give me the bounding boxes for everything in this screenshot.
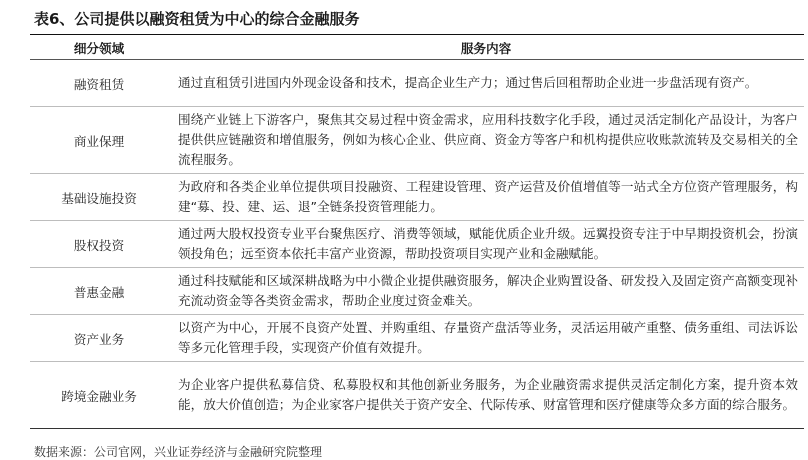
table-title: 表6、公司提供以融资租赁为中心的综合金融服务 (34, 10, 360, 28)
row-content: 为企业客户提供私募信贷、私募股权和其他创新业务服务，为企业融资需求提供灵活定制化方案，提升资本效能，放大价值创造；为企业家客户提供关于资产安全、代际传承、财富管理和医疗健康等众多方面的综合服务。 (168, 362, 804, 429)
table-row (30, 60, 804, 107)
top-rule (30, 34, 804, 35)
header-category: 细分领域 (30, 36, 168, 60)
row-content: 围绕产业链上下游客户，聚焦其交易过程中资金需求，应用科技数字化手段，通过灵活定制化产品设计，为客户提供供应链融资和增值服务，例如为核心企业、供应商、资金方等客户和机构提供应收账款流转及交易相关的全流程服务。 (168, 107, 804, 174)
row-content: 通过科技赋能和区域深耕战略为中小微企业提供融资服务，解决企业购置设备、研发投入及固定资产高额变现补充流动资金等各类资金需求，帮助企业度过资金难关。 (168, 268, 804, 315)
table-row (30, 221, 804, 268)
row-category: 普惠金融 (30, 268, 168, 315)
row-category: 商业保理 (30, 107, 168, 174)
services-table (30, 36, 804, 429)
row-category: 股权投资 (30, 221, 168, 268)
row-content: 通过直租赁引进国内外现金设备和技术，提高企业生产力；通过售后回租帮助企业进一步盘活现有资产。 (168, 60, 804, 107)
row-category: 资产业务 (30, 315, 168, 362)
table-row (30, 174, 804, 221)
source-note: 数据来源：公司官网，兴业证券经济与金融研究院整理 (34, 445, 323, 459)
row-category: 跨境金融业务 (30, 362, 168, 429)
header-content: 服务内容 (168, 36, 804, 60)
row-content: 以资产为中心，开展不良资产处置、并购重组、存量资产盘活等业务，灵活运用破产重整、债务重组、司法诉讼等多元化管理手段，实现资产价值有效提升。 (168, 315, 804, 362)
header-row (30, 36, 804, 60)
row-content: 为政府和各类企业单位提供项目投融资、工程建设管理、资产运营及价值增值等一站式全方位资产管理服务，构建“募、投、建、运、退”全链条投资管理能力。 (168, 174, 804, 221)
table-row (30, 315, 804, 362)
table-row (30, 268, 804, 315)
table-row (30, 107, 804, 174)
row-category: 融资租赁 (30, 60, 168, 107)
row-content: 通过两大股权投资专业平台聚焦医疗、消费等领域，赋能优质企业升级。远翼投资专注于中早期投资机会，扮演领投角色；远至资本依托丰富产业资源，帮助投资项目实现产业和金融赋能。 (168, 221, 804, 268)
row-category: 基础设施投资 (30, 174, 168, 221)
table-row (30, 362, 804, 429)
